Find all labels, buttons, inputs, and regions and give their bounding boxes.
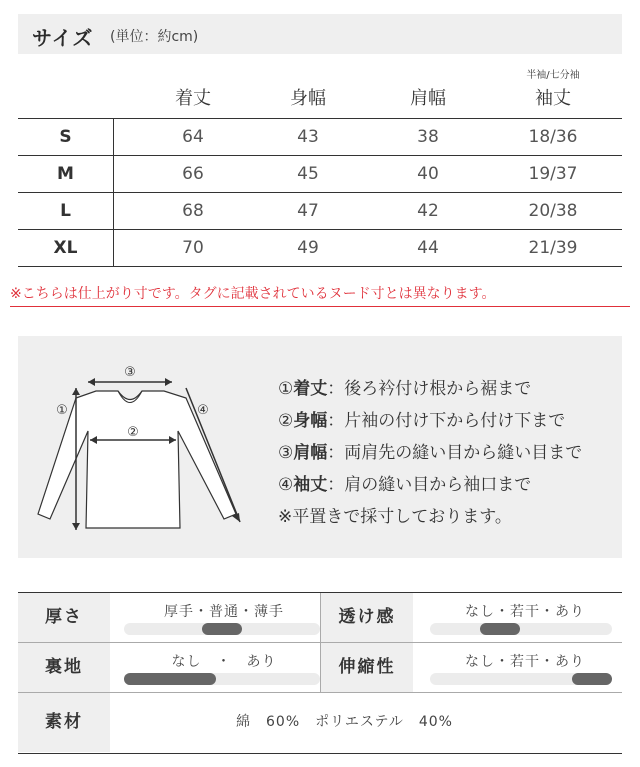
explain-desc: ：両肩先の縫い目から縫い目まで [327, 443, 583, 463]
length-arrow-head-bottom [72, 523, 80, 530]
shoulder-arrow-head-right [165, 378, 172, 386]
table-cell: 18/36 [528, 127, 578, 147]
table-row [18, 230, 622, 267]
size-table-header [18, 60, 622, 119]
explain-shoulder [278, 438, 582, 463]
table-cell: 64 [182, 127, 204, 147]
size-label: S [18, 119, 114, 155]
marker-4: ④ [197, 403, 209, 418]
shoulder-arrow-head-left [88, 378, 95, 386]
col-shoulder: 肩幅 [410, 88, 446, 109]
explain-desc: ：後ろ衿付け根から裾まで [327, 379, 532, 399]
marker-2: ② [127, 425, 139, 440]
fabric-row [18, 693, 622, 752]
size-label: XL [18, 230, 114, 266]
lining-label: 裏地 [18, 643, 110, 692]
explain-length [278, 374, 531, 399]
fabric-row [18, 593, 622, 643]
measurement-diagram-panel [18, 336, 622, 558]
table-cell: 38 [417, 127, 439, 147]
table-cell: 42 [417, 201, 439, 221]
length-arrow-head-top [72, 388, 80, 395]
sheer-label: 透け感 [320, 593, 413, 642]
table-cell: 40 [417, 164, 439, 184]
table-row [18, 193, 622, 230]
shirt-diagram [18, 336, 258, 558]
size-header [18, 14, 622, 54]
material-label: 素材 [18, 693, 110, 752]
marker-3: ③ [124, 365, 136, 380]
table-row [18, 119, 622, 156]
stretch-indicator [572, 673, 612, 685]
size-label: L [18, 193, 114, 229]
explain-desc: ：肩の縫い目から袖口まで [327, 475, 532, 495]
table-cell: 70 [182, 238, 204, 258]
sheer-options: なし・若干・あり [465, 604, 585, 620]
explain-term: 袖丈 [293, 475, 328, 495]
thickness-label: 厚さ [18, 593, 110, 642]
unit-label: (単位：約cm) [110, 29, 199, 45]
explain-num: ④ [278, 475, 294, 495]
explain-num: ③ [278, 443, 294, 463]
table-cell: 44 [417, 238, 439, 258]
explain-num: ② [278, 411, 294, 431]
col-sleeve: 袖丈 [535, 88, 571, 109]
explain-term: 着丈 [293, 379, 328, 399]
explain-sleeve [278, 470, 531, 495]
size-label: M [18, 156, 114, 192]
fabric-row [18, 643, 622, 693]
measurement-footnote: ※平置きで採寸しております。 [278, 507, 512, 527]
lining-indicator [124, 673, 216, 685]
table-cell: 68 [182, 201, 204, 221]
stretch-bar [430, 673, 612, 685]
col-body-width: 身幅 [290, 88, 326, 109]
finished-size-note: ※こちらは仕上がり寸です。タグに記載されているヌード寸とは異なります。 [10, 283, 630, 307]
lining-bar [124, 673, 320, 685]
size-title: サイズ [32, 26, 94, 50]
table-cell: 43 [297, 127, 319, 147]
table-cell: 66 [182, 164, 204, 184]
explain-desc: ：片袖の付け下から付け下まで [327, 411, 566, 431]
sheer-bar [430, 623, 612, 635]
fabric-properties-table [18, 592, 622, 754]
table-cell: 47 [297, 201, 319, 221]
explain-num: ① [278, 379, 294, 399]
explain-body-width [278, 406, 565, 431]
sheer-indicator [480, 623, 520, 635]
stretch-label: 伸縮性 [320, 643, 413, 692]
thickness-options: 厚手・普通・薄手 [164, 604, 284, 620]
table-cell: 19/37 [528, 164, 578, 184]
marker-1: ① [56, 403, 68, 418]
stretch-options: なし・若干・あり [465, 654, 585, 670]
table-cell: 49 [297, 238, 319, 258]
table-cell: 21/39 [528, 238, 578, 258]
col-sleeve-sub: 半袖/七分袖 [526, 70, 580, 81]
explain-term: 身幅 [293, 411, 328, 431]
col-length: 着丈 [175, 88, 211, 109]
material-value: 綿 60% ポリエステル 40% [236, 714, 453, 730]
table-row [18, 156, 622, 193]
lining-options: なし ・ あり [171, 654, 277, 670]
table-cell: 45 [297, 164, 319, 184]
thickness-indicator [202, 623, 242, 635]
table-cell: 20/38 [528, 201, 578, 221]
thickness-bar [124, 623, 320, 635]
explain-term: 肩幅 [293, 443, 328, 463]
size-table [18, 60, 622, 267]
